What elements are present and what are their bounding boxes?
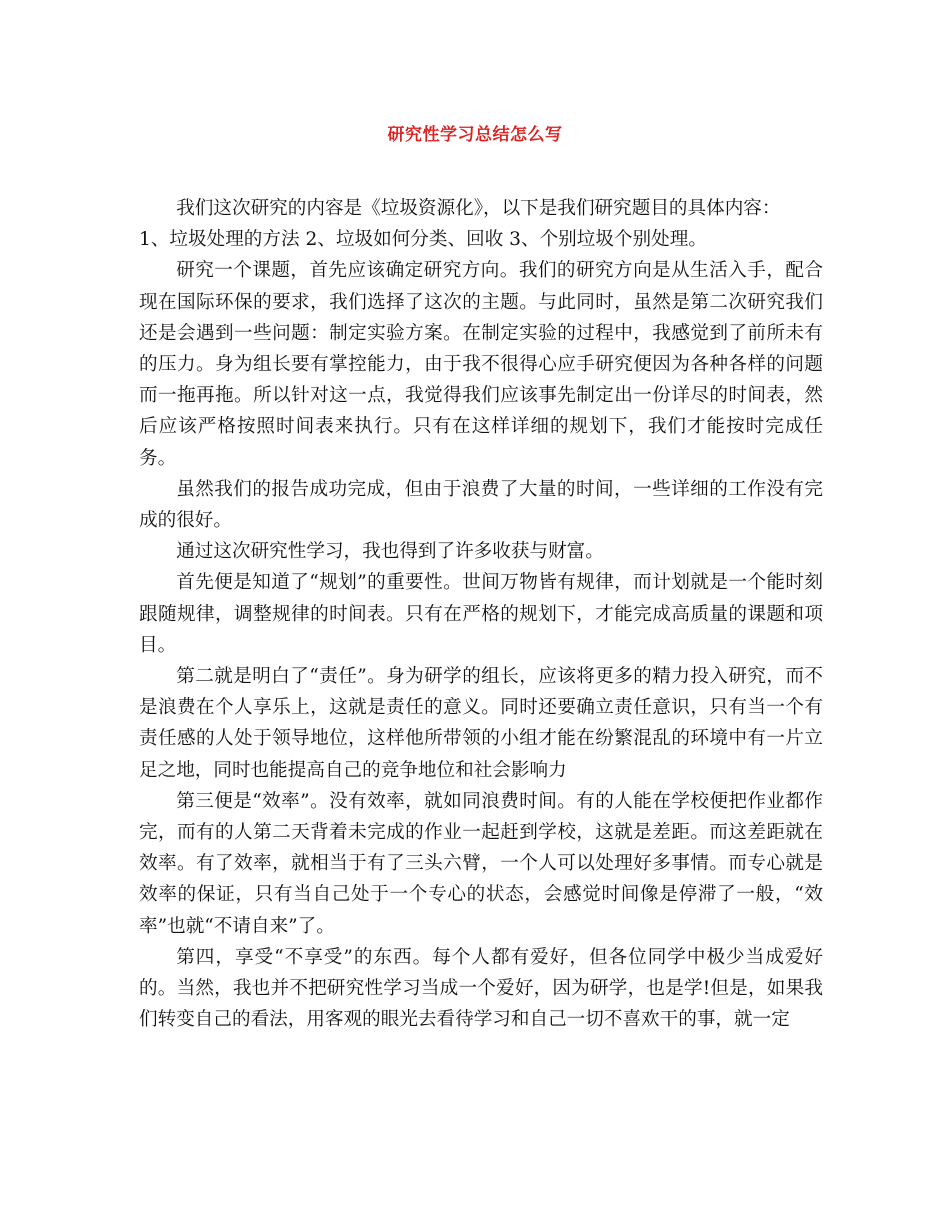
document-title: 研究性学习总结怎么写 [387, 125, 563, 145]
body-paragraph: 第三便是“效率”。没有效率，就如同浪费时间。有的人能在学校便把作业都作完，而有的人第二天背着未完成的作业一起赶到学校，这就是差距。而这差距就在效率。有了效率，就相当于有了三头六臂，一个人可以处理好多事情。而专心就是效率的保证，只有当自己处于一个专心的状态，会感觉时间像是停滞了一般，“效率”也就“不请自来”了。 [139, 790, 823, 937]
body-paragraph: 通过这次研究性学习，我也得到了许多收获与财富。 [176, 541, 604, 563]
body-paragraph: 1、垃圾处理的方法 2、垃圾如何分类、回收 3、个别垃圾个别处理。 [139, 229, 707, 251]
body-paragraph: 虽然我们的报告成功完成，但由于浪费了大量的时间，一些详细的工作没有完成的很好。 [139, 478, 823, 532]
body-paragraph: 研究一个课题，首先应该确定研究方向。我们的研究方向是从生活入手，配合现在国际环保的要求，我们选择了这次的主题。与此同时，虽然是第二次研究我们还是会遇到一些问题：制定实验方案。在制定实验的过程中，我感觉到了前所未有的压力。身为组长要有掌控能力，由于我不很得心应手研究便因为各种各样的问题而一拖再拖。所以针对这一点，我觉得我们应该事先制定出一份详尽的时间表，然后应该严格按照时间表来执行。只有在这样详细的规划下，我们才能按时完成任务。 [139, 260, 823, 469]
body-paragraph: 首先便是知道了“规划”的重要性。世间万物皆有规律，而计划就是一个能时刻跟随规律，调整规律的时间表。只有在严格的规划下，才能完成高质量的课题和项目。 [139, 572, 823, 656]
body-paragraph: 第四，享受“不享受”的东西。每个人都有爱好，但各位同学中极少当成爱好的。当然，我也并不把研究性学习当成一个爱好，因为研学，也是学!但是，如果我们转变自己的看法，用客观的眼光去看待学习和自己一切不喜欢干的事，就一定 [139, 946, 823, 1031]
body-paragraph: 第二就是明白了“责任”。身为研学的组长，应该将更多的精力投入研究，而不是浪费在个人享乐上，这就是责任的意义。同时还要确立责任意识，只有当一个有责任感的人处于领导地位，这样他所带领的小组才能在纷繁混乱的环境中有一片立足之地，同时也能提高自己的竞争地位和社会影响力 [139, 666, 823, 781]
body-paragraph: 我们这次研究的内容是《垃圾资源化》，以下是我们研究题目的具体内容： [176, 198, 781, 219]
document-body [139, 193, 823, 1035]
